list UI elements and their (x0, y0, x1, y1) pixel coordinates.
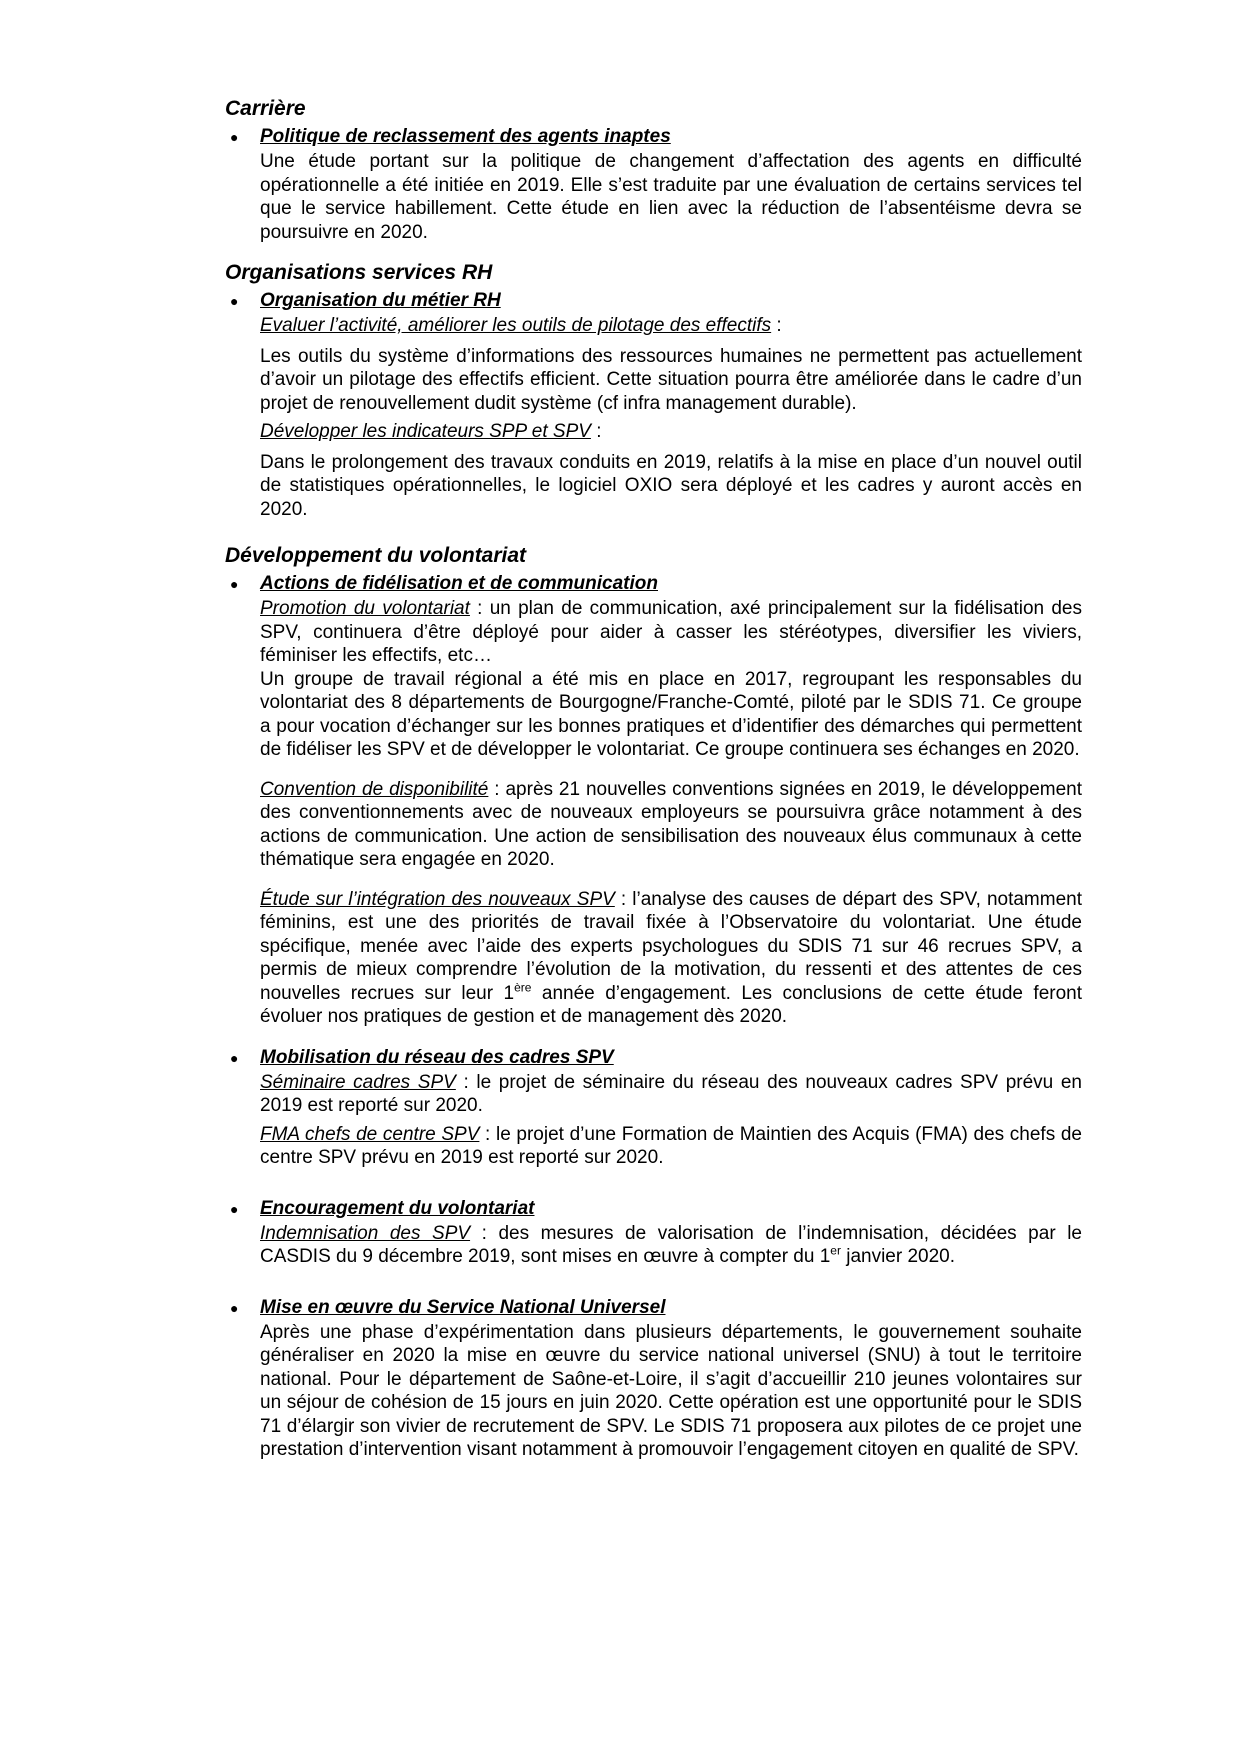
paragraph (260, 1123, 1082, 1170)
paragraph-text: janvier 2020. (840, 1246, 956, 1267)
paragraph (260, 778, 1082, 872)
subheading-label: Développer les indicateurs SPP et SPV (260, 421, 591, 442)
subheading (260, 420, 1082, 444)
paragraph: Les outils du système d’informations des ressources humaines ne permettent pas actuellement d’avoir un pilotage des effectifs efficient. Cette situation pourra être améliorée dans le cadre d’un projet de renouvellement dudit système (cf infra management durable). (260, 345, 1082, 414)
subheading (260, 314, 1082, 338)
subheading-label: Indemnisation des SPV (260, 1222, 471, 1244)
item-title: Mise en œuvre du Service National Universel (260, 1296, 666, 1318)
paragraph: Après une phase d’expérimentation dans plusieurs départements, le gouvernement souhaite généraliser en 2020 la mise en œuvre du service national universel (SNU) à tout le territoire national. Pour le département de Saône-et-Loire, il s’agit d’accueillir 210 jeunes volontaires sur un séjour de cohésion de 15 jours en juin 2020. Cette opération est une opportunité pour le SDIS 71 d’élargir son vivier de recrutement de SPV. Le SDIS 71 proposera aux pilotes de ce projet une prestation d’intervention visant notamment à promouvoir l’engagement citoyen en qualité de SPV. (260, 1321, 1082, 1460)
subheading-label: Evaluer l’activité, améliorer les outils de pilotage des effectifs (260, 315, 772, 336)
paragraph (260, 1071, 1082, 1118)
document-page (225, 96, 1082, 1462)
paragraph-text: : un plan de communication, axé principalement sur la fidélisation des SPV, continuera d’être déployé pour aider à casser les stéréotypes, diversifier les viviers, féminiser les effectifs, etc… (260, 598, 1082, 666)
list-item (225, 1045, 1082, 1170)
paragraph-text: : après 21 nouvelles conventions signées en 2019, le développement des conventionnements avec de nouveaux employeurs se poursuivra grâce notamment à des actions de communication. Une action de sensibilisation des nouveaux élus communaux à cette thématique sera engagée en 2020. (260, 778, 1082, 870)
list-item (225, 1295, 1082, 1462)
item-title: Actions de fidélisation et de communication (260, 573, 658, 594)
subheading-tail: : (771, 315, 782, 336)
list-item (225, 571, 1082, 1029)
subheading-label: Séminaire cadres SPV (260, 1071, 456, 1093)
paragraph-text: : le projet de séminaire du réseau des nouveaux cadres SPV prévu en 2019 est reporté sur 2020. (260, 1071, 1082, 1116)
subheading-tail: : (590, 421, 602, 442)
item-title: Organisation du métier RH (260, 290, 501, 311)
paragraph (260, 888, 1082, 1029)
paragraph (260, 597, 1082, 668)
bullet-icon: ● (230, 129, 239, 145)
list-item (225, 1196, 1082, 1269)
superscript: er (830, 1243, 841, 1258)
subheading-label: Étude sur l’intégration des nouveaux SPV (260, 888, 615, 910)
item-title: Encouragement du volontariat (260, 1197, 535, 1219)
bullet-icon: ● (230, 1200, 239, 1217)
subheading-label: Promotion du volontariat (260, 598, 470, 619)
paragraph: Un groupe de travail régional a été mis en place en 2017, regroupant les responsables du volontariat des 8 départements de Bourgogne/Franche-Comté, piloté par le SDIS 71. Ce groupe a pour vocation d’échanger sur les bonnes pratiques et d’identifier des démarches qui permettent de fidéliser les SPV et de développer le volontariat. Ce groupe continuera ses échanges en 2020. (260, 668, 1082, 760)
paragraph-text: année d’engagement. Les conclusions de cette étude feront évoluer nos pratiques de gestion et de management dès 2020. (260, 982, 1083, 1027)
section-title-carriere: Carrière (225, 97, 306, 120)
subheading-label: Convention de disponibilité (260, 778, 489, 800)
subheading-label: FMA chefs de centre SPV (260, 1123, 480, 1145)
item-title: Politique de reclassement des agents inaptes (260, 126, 671, 147)
paragraph: Dans le prolongement des travaux conduits en 2019, relatifs à la mise en place d’un nouvel outil de statistiques opérationnelles, le logiciel OXIO sera déployé et les cadres y auront accès en 2020. (260, 451, 1082, 520)
bullet-icon: ● (230, 576, 239, 592)
section-title-volontariat: Développement du volontariat (225, 544, 527, 567)
paragraph (260, 1222, 1082, 1269)
paragraph: Une étude portant sur la politique de changement d’affectation des agents en difficulté opérationnelle a été initiée en 2019. Elle s’est traduite par une évaluation de certains services tel que le service habillement. Cette étude en lien avec la réduction de l’absentéisme devra se poursuivre en 2020. (260, 151, 1082, 243)
bullet-icon: ● (230, 1049, 239, 1066)
bullet-icon: ● (230, 293, 239, 309)
paragraph-text: : l’analyse des causes de départ des SPV, notamment féminins, est une des priorités de travail fixée à l’Observatoire du volontariat. Une étude spécifique, menée avec l’aide des experts psychologues du SDIS 71 sur 46 recrues SPV, a permis de mieux comprendre l’évolution de la motivation, du ressenti et des attentes de ces nouvelles recrues sur leur 1 (260, 888, 1083, 1004)
section-title-organisations-rh: Organisations services RH (225, 261, 493, 284)
bullet-icon: ● (230, 1299, 239, 1316)
list-item (225, 124, 1082, 244)
list-item (225, 288, 1082, 521)
superscript: ère (514, 980, 532, 995)
item-title: Mobilisation du réseau des cadres SPV (260, 1046, 614, 1068)
paragraph-text: : le projet d’une Formation de Maintien des Acquis (FMA) des chefs de centre SPV prévu en 2019 est reporté sur 2020. (260, 1123, 1082, 1168)
paragraph-text: : des mesures de valorisation de l’indemnisation, décidées par le CASDIS du 9 décembre 2019, sont mises en œuvre à compter du 1 (260, 1222, 1082, 1267)
